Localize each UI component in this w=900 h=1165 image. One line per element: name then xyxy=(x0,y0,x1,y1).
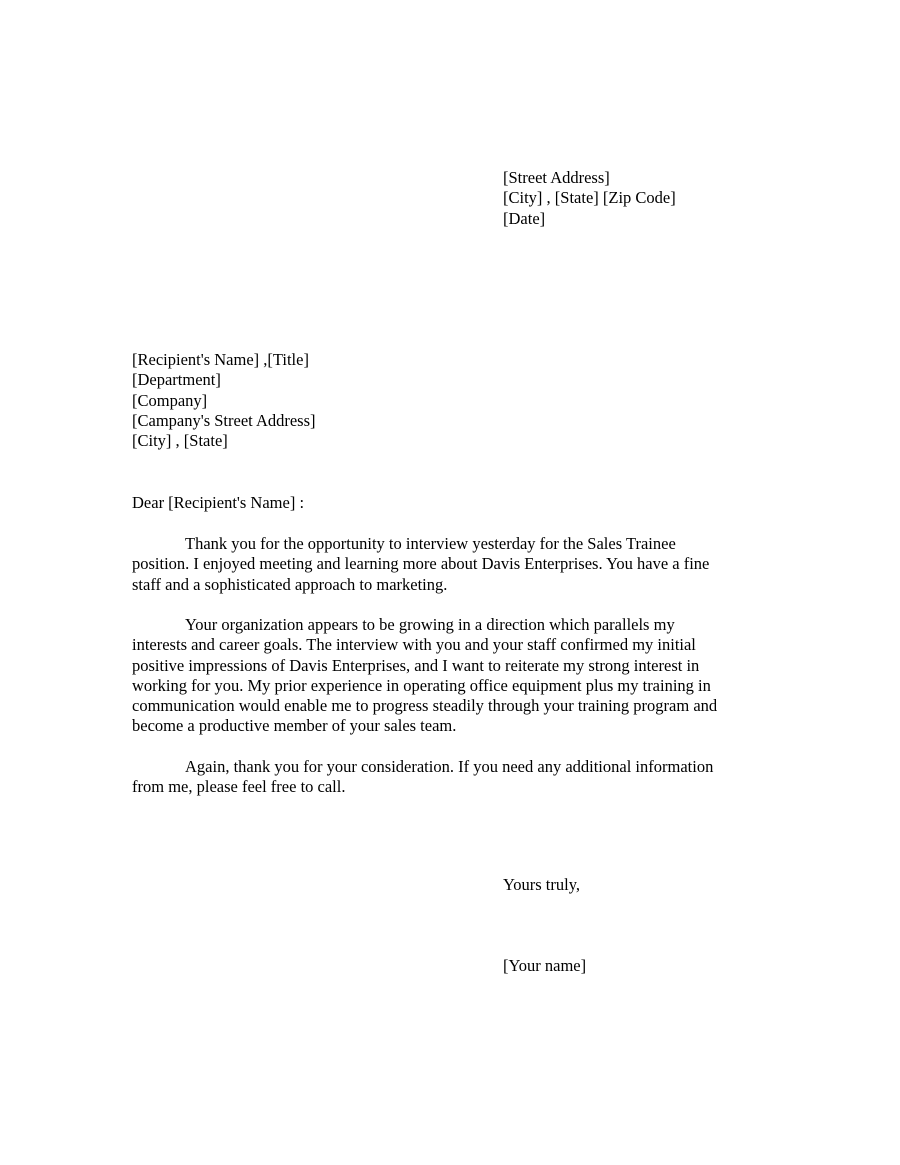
signature-name: [Your name] xyxy=(503,956,587,975)
sender-address-block xyxy=(503,168,676,229)
recipient-address-block xyxy=(132,350,316,451)
letter-date: [Date] xyxy=(503,208,546,228)
recipient-city-state: [City] , [State] xyxy=(132,431,228,451)
recipient-department: [Department] xyxy=(132,370,221,390)
paragraph-line: interests and career goals. The interview with you and your staff confirmed my initial xyxy=(132,635,696,655)
closing: Yours truly, xyxy=(503,875,581,894)
salutation: Dear [Recipient's Name] : xyxy=(132,493,305,512)
body-paragraph-3 xyxy=(132,757,772,798)
paragraph-line: staff and a sophisticated approach to marketing. xyxy=(132,574,448,594)
paragraph-line: Again, thank you for your consideration. If you need any additional information xyxy=(185,757,714,776)
body-paragraph-2 xyxy=(132,615,772,737)
paragraph-line: position. I enjoyed meeting and learning more about Davis Enterprises. You have a fine xyxy=(132,554,710,574)
paragraph-line: positive impressions of Davis Enterprises, and I want to reiterate my strong interest in xyxy=(132,655,700,675)
sender-street: [Street Address] xyxy=(503,168,610,187)
paragraph-line: become a productive member of your sales team. xyxy=(132,716,457,736)
paragraph-line: Thank you for the opportunity to interview yesterday for the Sales Trainee xyxy=(185,534,676,553)
paragraph-line: from me, please feel free to call. xyxy=(132,777,346,797)
paragraph-line: communication would enable me to progress steadily through your training program and xyxy=(132,696,718,716)
recipient-name-title: [Recipient's Name] ,[Title] xyxy=(132,350,309,369)
sender-city-state-zip: [City] , [State] [Zip Code] xyxy=(503,188,676,208)
recipient-street: [Campany's Street Address] xyxy=(132,410,316,430)
paragraph-line: working for you. My prior experience in operating office equipment plus my training in xyxy=(132,675,711,695)
paragraph-line: Your organization appears to be growing in a direction which parallels my xyxy=(185,615,675,634)
recipient-company: [Company] xyxy=(132,390,208,410)
body-paragraph-1 xyxy=(132,534,772,595)
